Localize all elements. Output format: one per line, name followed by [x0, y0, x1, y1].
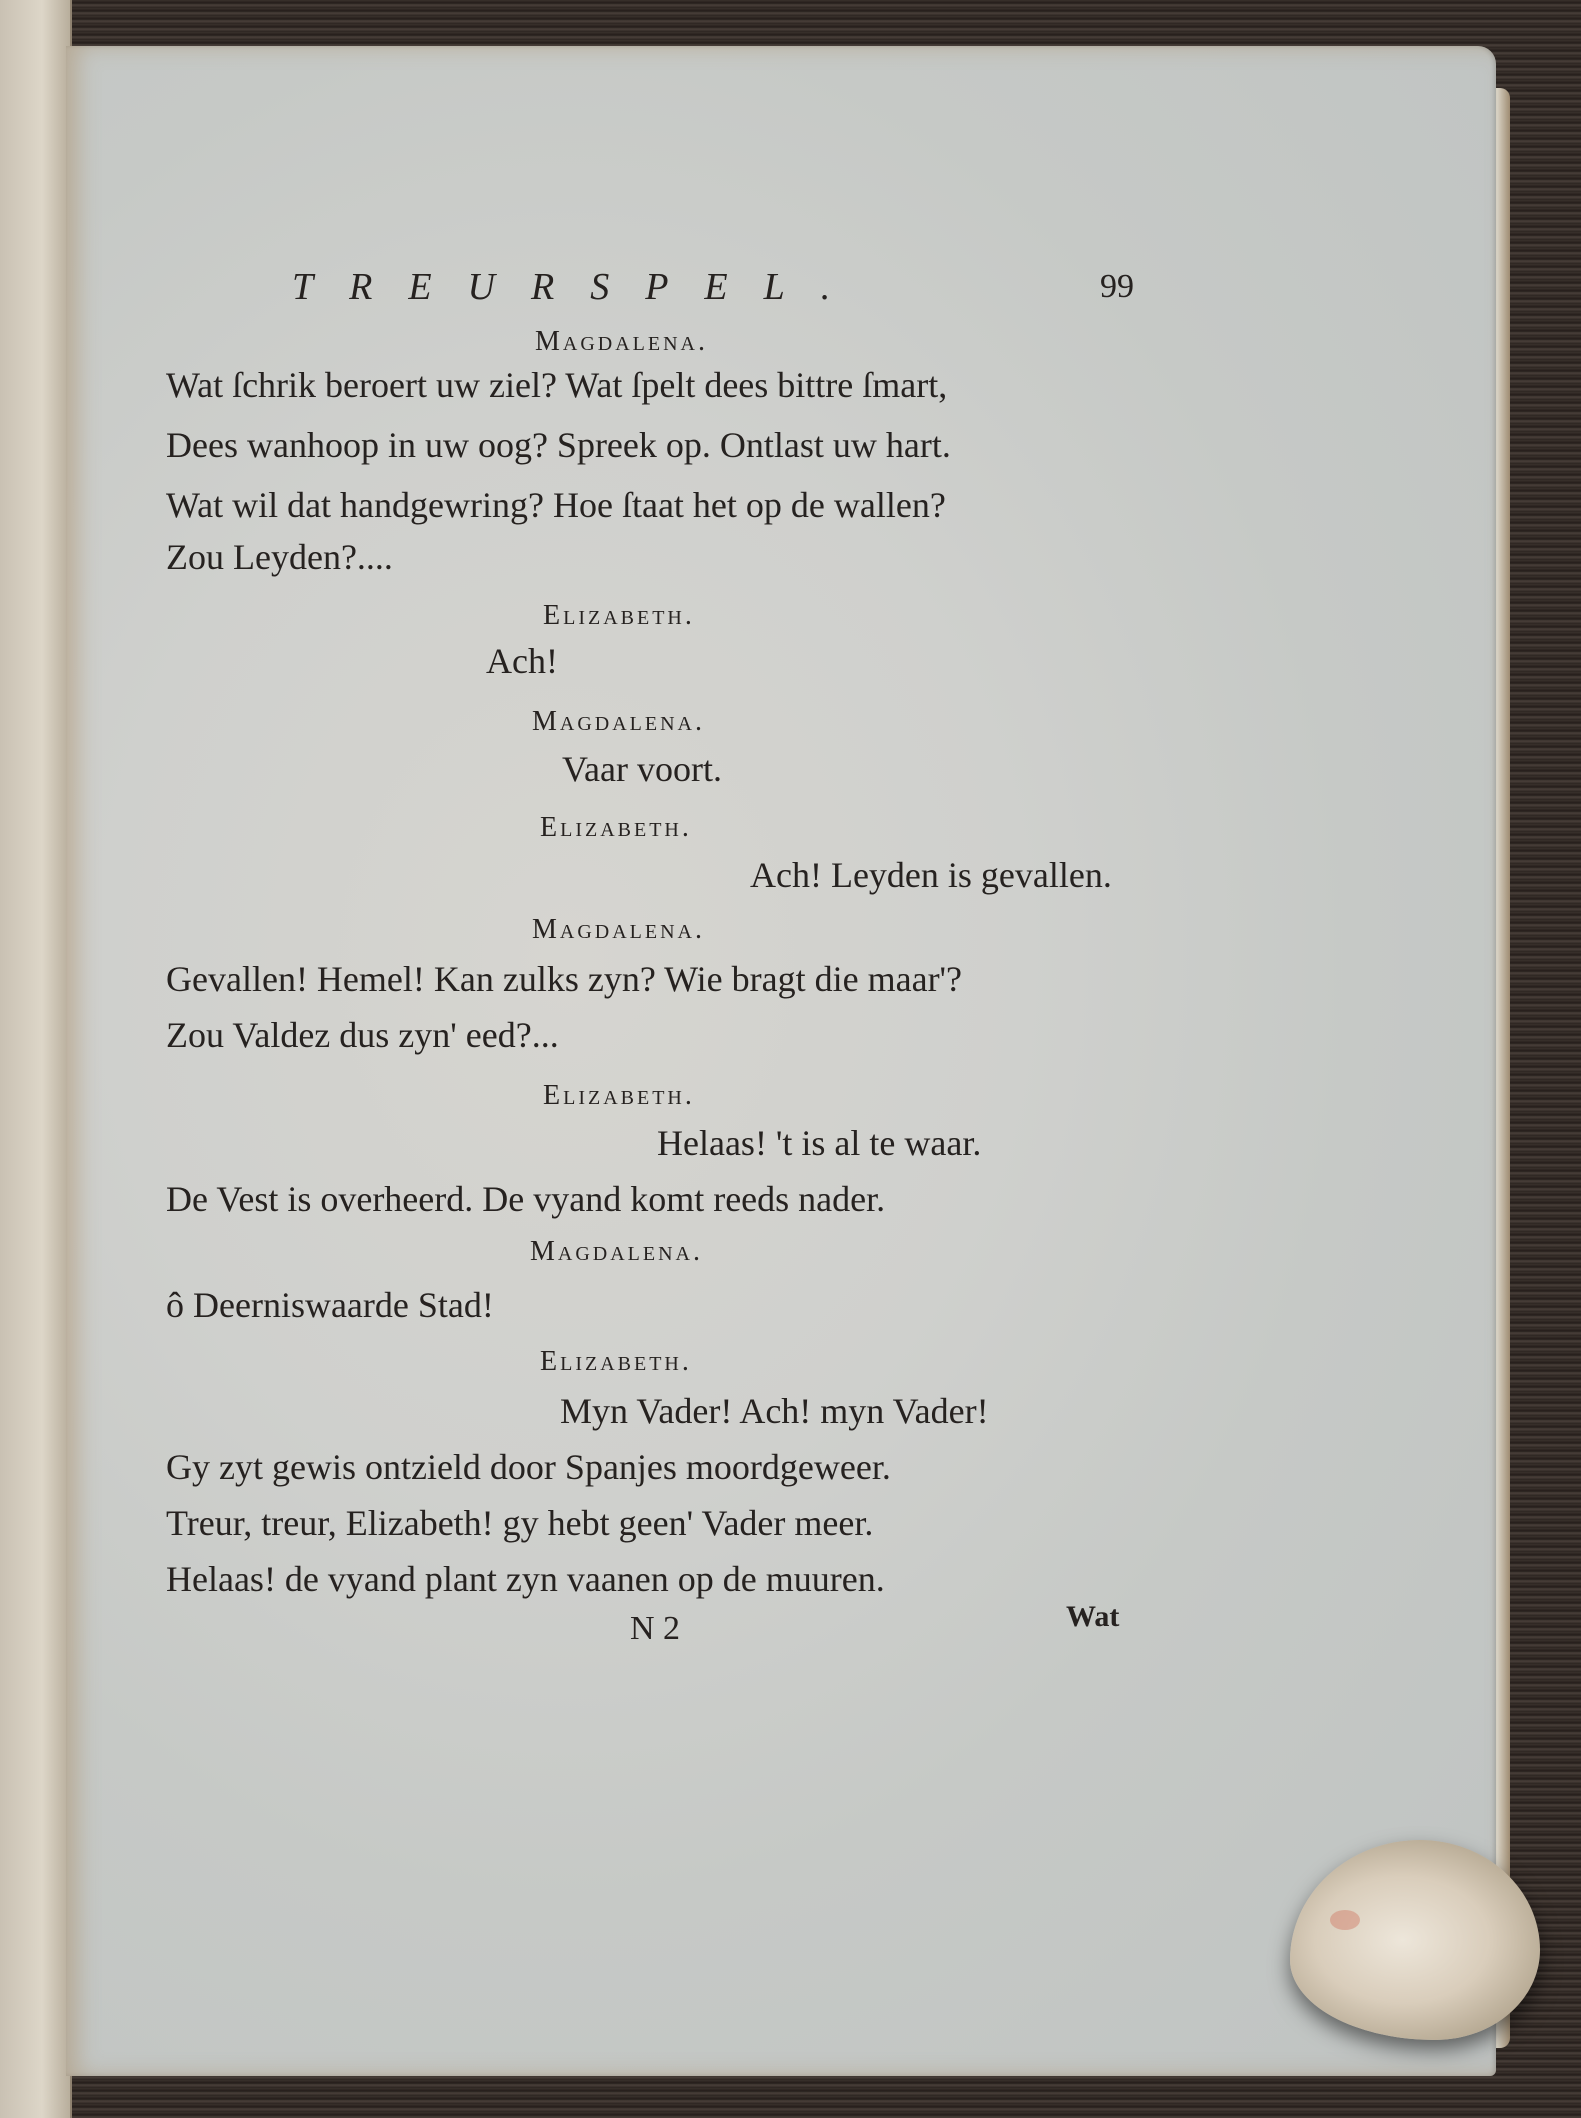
page-number: 99 — [1100, 268, 1134, 305]
verse-line: Gevallen! Hemel! Kan zulks zyn? Wie bragt die maar'? — [166, 959, 963, 999]
speaker-label: Magdalena. — [532, 706, 705, 737]
verse-line: Treur, treur, Elizabeth! gy hebt geen' Vader meer. — [166, 1503, 874, 1543]
verse-line: Wat ſchrik beroert uw ziel? Wat ſpelt dees bittre ſmart, — [166, 365, 948, 405]
verse-line: Ach! — [486, 641, 558, 681]
book-page — [66, 46, 1496, 2076]
speaker-label: Elizabeth. — [540, 1346, 692, 1377]
verse-line: Gy zyt gewis ontzield door Spanjes moordgeweer. — [166, 1447, 891, 1487]
speaker-label: Magdalena. — [530, 1236, 703, 1267]
speaker-label: Elizabeth. — [540, 812, 692, 843]
running-head: TREURSPEL. — [292, 266, 867, 308]
verse-line: Myn Vader! Ach! myn Vader! — [560, 1391, 989, 1431]
verse-line: Ach! Leyden is gevallen. — [750, 855, 1112, 895]
verse-line: ô Deerniswaarde Stad! — [166, 1285, 494, 1325]
verse-line: Zou Valdez dus zyn' eed?... — [166, 1015, 559, 1055]
speaker-label: Elizabeth. — [543, 1080, 695, 1111]
verse-line: Vaar voort. — [562, 749, 722, 789]
verse-line: De Vest is overheerd. De vyand komt reeds nader. — [166, 1179, 886, 1219]
speaker-label: Magdalena. — [532, 914, 705, 945]
verse-line: Helaas! de vyand plant zyn vaanen op de muuren. — [166, 1559, 885, 1599]
facing-page-edge — [0, 0, 72, 2118]
verse-line: Helaas! 't is al te waar. — [657, 1123, 982, 1163]
speaker-label: Magdalena. — [535, 326, 708, 357]
signature-mark: N 2 — [630, 1610, 681, 1647]
catchword: Wat — [1066, 1600, 1120, 1633]
speaker-label: Elizabeth. — [543, 600, 695, 631]
verse-line: Wat wil dat handgewring? Hoe ſtaat het op de wallen? — [166, 485, 946, 525]
verse-line: Zou Leyden?.... — [166, 537, 393, 577]
verse-line: Dees wanhoop in uw oog? Spreek op. Ontlast uw hart. — [166, 425, 951, 465]
